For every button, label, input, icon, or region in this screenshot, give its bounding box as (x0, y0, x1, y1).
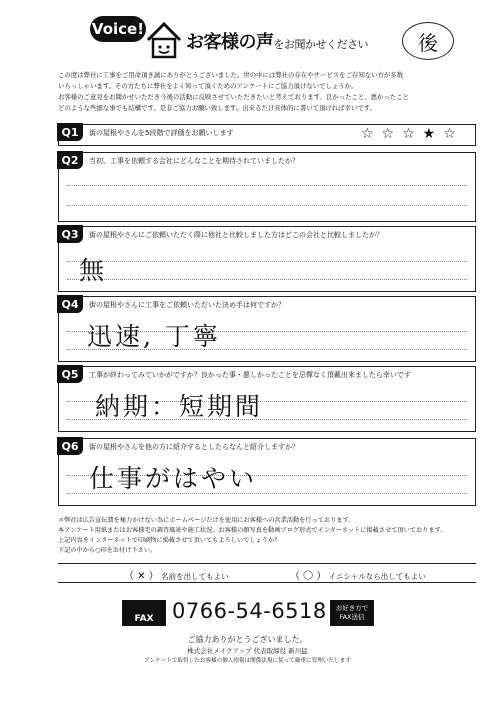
question-box-q5 (58, 366, 476, 432)
page-title (186, 28, 368, 54)
consent-bar (58, 563, 476, 583)
answer-text: 仕事がはやい (89, 464, 258, 493)
question-text: 街の屋根やさんにご依頼いただく際に他社と比較しました方はどこの会社と比較しましたか？ (89, 231, 383, 239)
consent-label: 名前を出してもよい (161, 572, 229, 581)
title-main: お客様の声 (186, 32, 274, 53)
answer-line (67, 185, 467, 186)
question-number: Q6 (57, 437, 83, 455)
question-number: Q5 (57, 365, 83, 383)
answer-line (67, 279, 467, 280)
consent-initial-option[interactable] (290, 567, 426, 582)
consent-name-option[interactable] (124, 567, 229, 582)
question-text: 工事が終わってみていかがですか？良かった事・悪しかったことを忌憚なく頂戴出来ましたら幸いです (89, 371, 411, 379)
answer-line (67, 261, 467, 262)
question-text: 街の屋根やさんを5段階で評価をお願いします (89, 129, 234, 137)
company-name: 株式会社メイクアップ 代表取締役 新川猛 (187, 647, 308, 655)
question-text: 街の屋根やさんに工事をご依頼いただいた決め手は何ですか？ (89, 301, 285, 309)
question-box-q3 (58, 226, 476, 292)
note-line: 下記の中から○印をお付け下さい。 (58, 547, 157, 554)
star-rating: ☆☆☆★☆ (361, 126, 464, 142)
question-box-q2 (58, 152, 476, 222)
question-box-q6 (58, 438, 476, 506)
thanks-text: ご協力ありがとうございました。 (187, 635, 308, 644)
voice-badge: Voice! (90, 16, 146, 42)
question-number: Q1 (57, 123, 83, 141)
header (90, 12, 480, 64)
consent-mark: （ ✕ ） (124, 571, 159, 582)
house-icon (146, 20, 182, 60)
consent-mark: （ 〇 ） (290, 571, 327, 582)
answer-line (67, 205, 467, 206)
answer-text: 迅速, 丁寧 (87, 322, 221, 351)
intro-line: この度は弊社に工事をご用命頂き誠にありがとうございました。世の中には弊社の存在やサービスをご存知ない方が多数 (58, 71, 404, 79)
question-box-q4 (58, 296, 476, 362)
note-line: 上記内容をインターネットで印刷物に掲載させて頂いてもよろしいでしょうか？ (58, 537, 281, 544)
question-box-q1 (58, 124, 476, 146)
question-number: Q2 (57, 151, 83, 169)
answer-text: 納期：短期間 (95, 392, 264, 421)
intro-text (58, 70, 476, 114)
intro-line: いらっしゃいます。その方たちに弊社をよく知って頂くためのアンケートにご協力頂けないでしょうか。 (58, 82, 358, 90)
question-text: 街の屋根やさんを他の方に紹介するとしたらなんと紹介しますか？ (89, 443, 299, 451)
privacy-note: アンケートで取得したお客様の個人情報は関係法規に従って厳重に管理いたします (144, 658, 351, 664)
question-number: Q4 (57, 295, 83, 313)
fax-number: 0766-54-6518 (172, 599, 327, 623)
question-text: 当初、工事を依頼する会社にどんなことを期待されていましたか？ (89, 157, 299, 165)
answer-text: 無 (79, 256, 108, 285)
question-number: Q3 (57, 225, 83, 243)
intro-line: どのような些細な事でも結構です。是非ご協力お願い致します。出来るだけ具体的に書いて頂ければ幸いです。 (58, 104, 376, 112)
fax-stamp: お好き方で FAX送信 (330, 600, 374, 626)
note-line: ＊弊社は広告宣伝費を極力かけない為にホームページだけを使用にお客様への営業活動を行っております。 (58, 517, 355, 524)
handwritten-mark: 後 (402, 22, 454, 60)
title-small: をお聞かせください (273, 38, 368, 51)
fax-icon: FAX (122, 600, 166, 626)
note-line: 本アンケート用紙またはお客様宅の調査風景や施工状況、お客様の顔写真を動画ブログ形式でインターネットに掲載させて頂いております。 (58, 527, 447, 534)
notes (58, 516, 476, 556)
intro-line: お客様のご意見をお聞かせいただき今後の活動に反映させていただきたいと考えております。良かったこと、悪かったこと (58, 93, 409, 101)
consent-label: イニシャルなら出してもよい (328, 572, 426, 581)
fax-row (122, 600, 372, 628)
